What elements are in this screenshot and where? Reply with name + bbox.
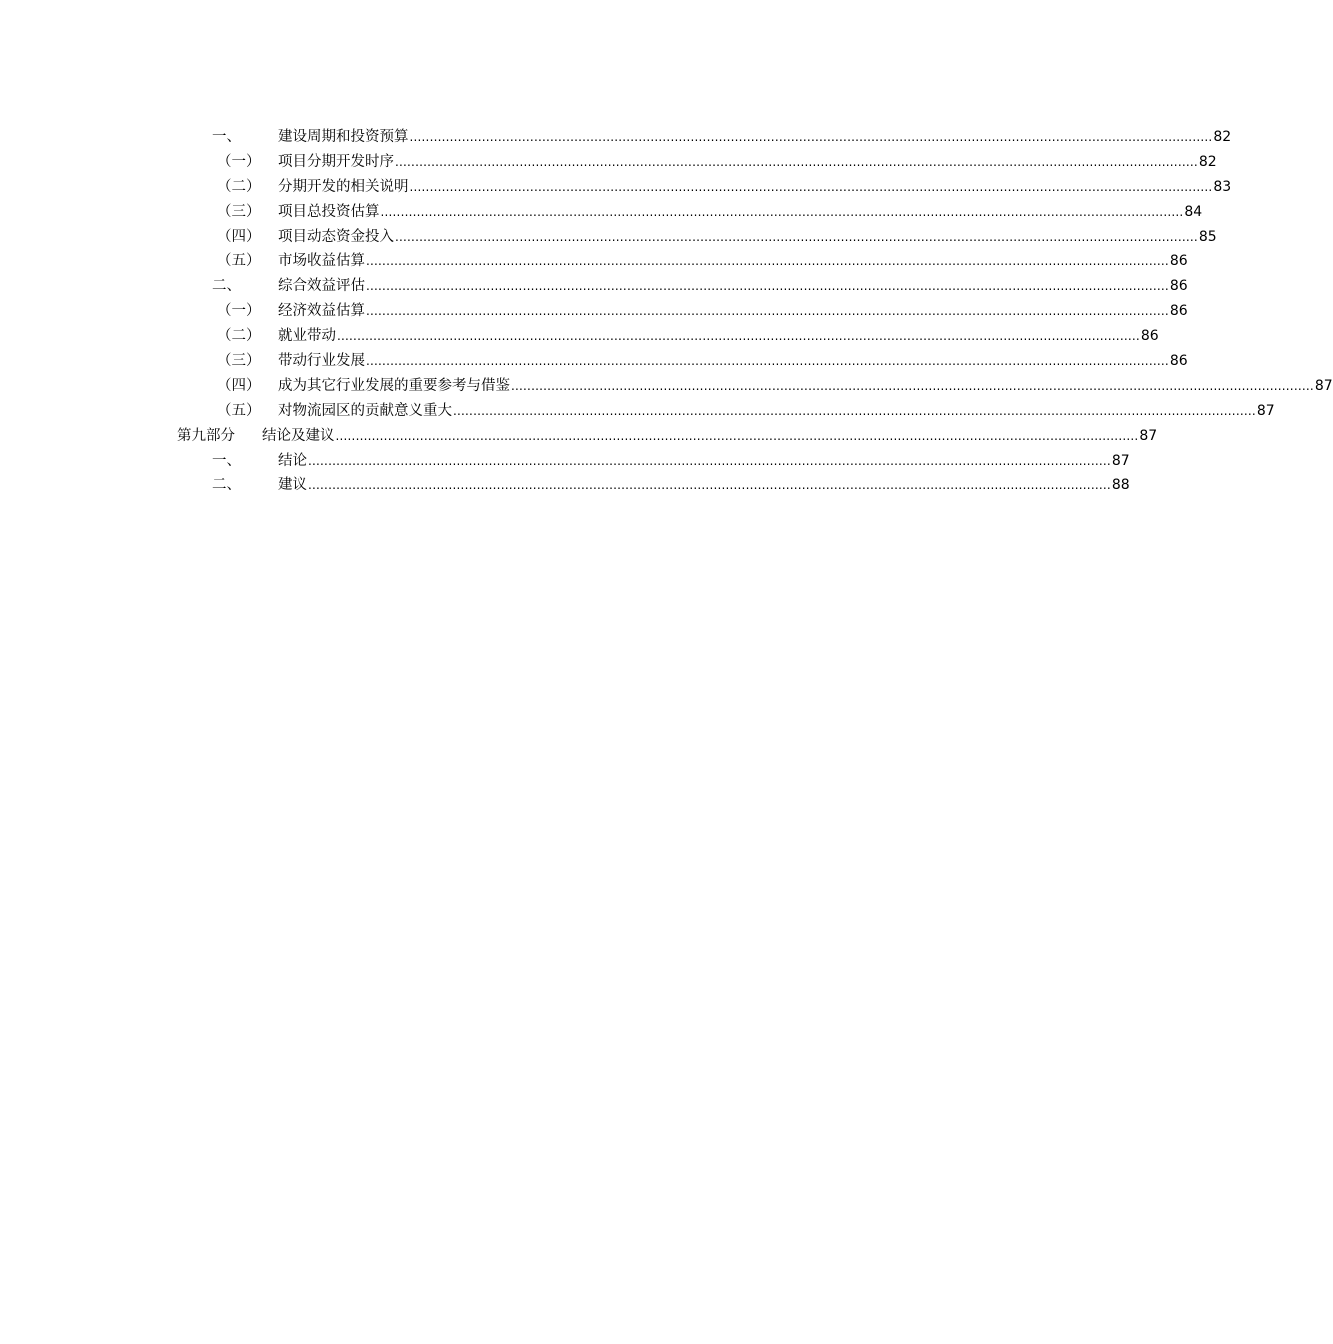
toc-entry-page: 86 [1169, 353, 1188, 370]
toc-entry[interactable] [177, 200, 1203, 225]
toc-entry-number: （三） [217, 203, 261, 220]
toc-entry-title: 项目分期开发时序 [278, 153, 394, 170]
toc-entry-number: 第九部分 [177, 427, 235, 444]
toc-entry-number: （四） [217, 377, 261, 394]
toc-entry-line [278, 125, 1232, 150]
toc-entry[interactable] [177, 175, 1232, 200]
toc-leader-dots: ........................................................................................................................................................................................................ [409, 179, 1213, 194]
toc-entry-title: 成为其它行业发展的重要参考与借鉴 [278, 377, 510, 394]
toc-entry-line [278, 249, 1188, 274]
toc-entry-line [262, 424, 1158, 449]
toc-entry-page: 86 [1169, 253, 1188, 270]
toc-entry-number: 二、 [212, 278, 241, 295]
table-of-contents [177, 125, 1333, 498]
toc-entry-number: （一） [217, 153, 261, 170]
toc-leader-dots: ........................................................................................................................................................................................................ [335, 428, 1139, 443]
toc-entry[interactable] [177, 424, 1158, 449]
toc-entry-number: （二） [217, 178, 261, 195]
toc-entry-page: 87 [1111, 452, 1130, 469]
toc-entry[interactable] [177, 473, 1130, 498]
toc-entry[interactable] [177, 399, 1275, 424]
toc-leader-dots: ........................................................................................................................................................................................................ [366, 354, 1169, 369]
toc-entry-number: 一、 [212, 129, 241, 145]
toc-leader-dots: ........................................................................................................................................................................................................ [395, 229, 1198, 244]
toc-entry-title: 建设周期和投资预算 [278, 129, 409, 145]
toc-entry-title: 项目总投资估算 [278, 203, 380, 220]
toc-entry[interactable] [177, 324, 1159, 349]
toc-entry-line [278, 150, 1217, 175]
toc-leader-dots: ........................................................................................................................................................................................................ [511, 378, 1314, 393]
toc-entry-page: 82 [1213, 129, 1232, 145]
toc-entry[interactable] [177, 150, 1217, 175]
toc-leader-dots: ........................................................................................................................................................................................................ [337, 329, 1140, 344]
toc-entry-title: 市场收益估算 [278, 253, 365, 270]
toc-entry-title: 项目动态资金投入 [278, 228, 394, 245]
toc-entry-title: 综合效益评估 [278, 278, 365, 295]
toc-entry-title: 对物流园区的贡献意义重大 [278, 402, 452, 419]
toc-entry-number: 二、 [212, 477, 241, 494]
toc-leader-dots: ........................................................................................................................................................................................................ [366, 304, 1169, 319]
toc-entry-page: 85 [1198, 228, 1217, 245]
toc-entry-page: 84 [1184, 203, 1203, 220]
toc-entry[interactable] [177, 299, 1188, 324]
toc-entry-page: 88 [1111, 477, 1130, 494]
toc-entry[interactable] [177, 249, 1188, 274]
toc-entry[interactable] [177, 449, 1130, 474]
toc-leader-dots: ........................................................................................................................................................................................................ [380, 204, 1184, 219]
toc-entry-number: （四） [217, 228, 261, 245]
toc-entry-number: （二） [217, 328, 261, 345]
toc-leader-dots: ........................................................................................................................................................................................................ [308, 478, 1111, 493]
toc-entry-title: 带动行业发展 [278, 353, 365, 370]
toc-entry-line [278, 324, 1159, 349]
toc-leader-dots: ........................................................................................................................................................................................................ [366, 254, 1169, 269]
toc-entry-page: 86 [1169, 278, 1188, 295]
toc-entry-line [278, 225, 1217, 250]
toc-entry[interactable] [177, 125, 1232, 150]
toc-entry-line [278, 200, 1203, 225]
toc-entry-page: 82 [1198, 153, 1217, 170]
toc-entry[interactable] [177, 274, 1188, 299]
toc-entry-title: 经济效益估算 [278, 303, 365, 320]
toc-leader-dots: ........................................................................................................................................................................................................ [308, 453, 1111, 468]
toc-entry[interactable] [177, 225, 1217, 250]
toc-entry-line [278, 374, 1333, 399]
toc-entry-number: （五） [217, 253, 261, 270]
toc-leader-dots: ........................................................................................................................................................................................................ [409, 130, 1213, 144]
toc-entry-title: 结论 [278, 452, 307, 469]
toc-entry-page: 86 [1169, 303, 1188, 320]
toc-entry-line [278, 399, 1275, 424]
toc-entry-line [278, 349, 1188, 374]
toc-entry-title: 结论及建议 [262, 427, 335, 444]
toc-entry-line [278, 274, 1188, 299]
toc-entry-line [278, 449, 1130, 474]
toc-entry-number: （三） [217, 353, 261, 370]
toc-entry-line [278, 299, 1188, 324]
toc-entry-number: （一） [217, 303, 261, 320]
toc-entry-title: 建议 [278, 477, 307, 494]
toc-entry-page: 87 [1139, 427, 1158, 444]
toc-entry-page: 83 [1213, 178, 1232, 195]
toc-leader-dots: ........................................................................................................................................................................................................ [366, 279, 1169, 294]
toc-entry-line [278, 473, 1130, 498]
toc-entry[interactable] [177, 349, 1188, 374]
toc-entry-number: （五） [217, 402, 261, 419]
toc-entry-title: 分期开发的相关说明 [278, 178, 409, 195]
toc-entry-page: 86 [1140, 328, 1159, 345]
toc-leader-dots: ........................................................................................................................................................................................................ [453, 403, 1256, 418]
toc-entry-title: 就业带动 [278, 328, 336, 345]
toc-entry[interactable] [177, 374, 1333, 399]
toc-entry-number: 一、 [212, 452, 241, 469]
toc-entry-line [278, 175, 1232, 200]
toc-leader-dots: ........................................................................................................................................................................................................ [395, 154, 1198, 169]
toc-entry-page: 87 [1314, 377, 1333, 394]
toc-entry-page: 87 [1256, 402, 1275, 419]
